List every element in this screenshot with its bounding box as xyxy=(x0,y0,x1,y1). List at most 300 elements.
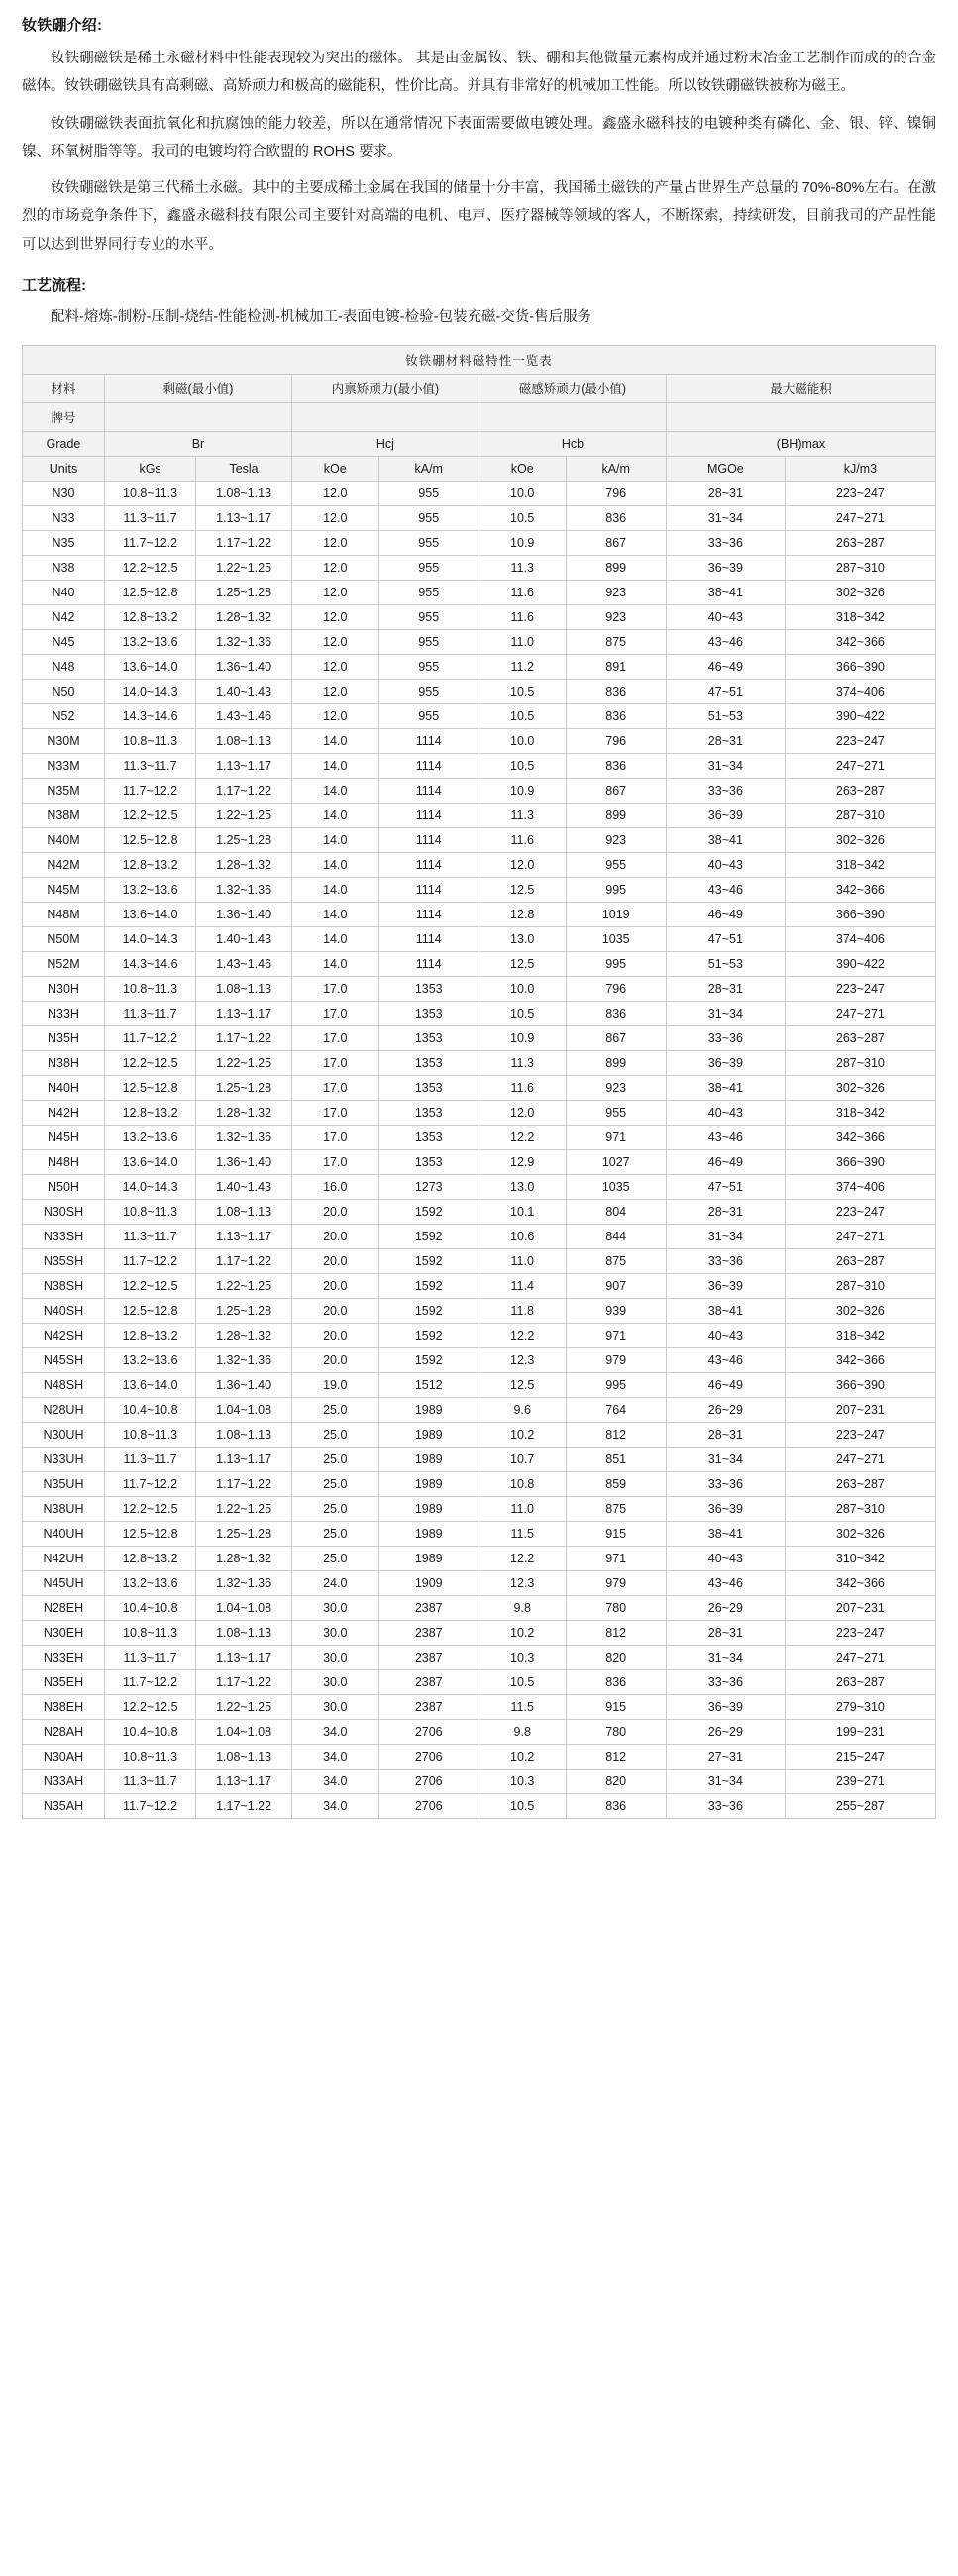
cell-hcj-kam: 1114 xyxy=(378,952,479,977)
cell-hcb-koe: 11.5 xyxy=(479,1522,566,1547)
cell-hcb-koe: 12.0 xyxy=(479,853,566,878)
cell-br-kgs: 11.3~11.7 xyxy=(104,1002,195,1026)
cell-bh-kjm3: 199~231 xyxy=(785,1720,935,1745)
cell-br-tesla: 1.22~1.25 xyxy=(196,1695,292,1720)
cell-bh-kjm3: 239~271 xyxy=(785,1770,935,1794)
cell-hcb-koe: 12.5 xyxy=(479,952,566,977)
cell-hcb-koe: 11.6 xyxy=(479,581,566,605)
cell-hcj-koe: 17.0 xyxy=(291,1051,378,1076)
cell-hcb-koe: 9.6 xyxy=(479,1398,566,1423)
cell-br-kgs: 11.7~12.2 xyxy=(104,531,195,556)
cell-hcj-kam: 2706 xyxy=(378,1720,479,1745)
cell-hcb-koe: 12.3 xyxy=(479,1571,566,1596)
cell-hcb-kam: 780 xyxy=(566,1720,666,1745)
table-row xyxy=(23,1200,936,1225)
cell-br-kgs: 14.0~14.3 xyxy=(104,1175,195,1200)
intro-paragraph-2: 钕铁硼磁铁表面抗氧化和抗腐蚀的能力较差，所以在通常情况下表面需要做电镀处理。鑫盛永磁科技的电镀种类有磷化、金、银、锌、镍铜镍、环氧树脂等等。我司的电镀均符合欧盟的 ROHS 要求。 xyxy=(22,115,936,160)
cell-grade: N35M xyxy=(23,779,105,804)
cell-hcb-koe: 9.8 xyxy=(479,1596,566,1621)
cell-grade: N30SH xyxy=(23,1200,105,1225)
table-caption: 钕铁硼材料磁特性一览表 xyxy=(23,346,936,375)
cell-br-kgs: 11.3~11.7 xyxy=(104,1646,195,1670)
cell-hcb-koe: 11.0 xyxy=(479,1497,566,1522)
cell-br-tesla: 1.43~1.46 xyxy=(196,952,292,977)
cell-br-kgs: 10.8~11.3 xyxy=(104,1200,195,1225)
cell-hcj-koe: 25.0 xyxy=(291,1522,378,1547)
cell-hcb-koe: 12.2 xyxy=(479,1547,566,1571)
header-group-br: 剩磁(最小值) xyxy=(104,375,291,403)
cell-bh-kjm3: 247~271 xyxy=(785,1646,935,1670)
cell-bh-mgoe: 28~31 xyxy=(666,977,785,1002)
cell-bh-mgoe: 31~34 xyxy=(666,1646,785,1670)
cell-bh-kjm3: 207~231 xyxy=(785,1398,935,1423)
table-row xyxy=(23,1026,936,1051)
cell-br-tesla: 1.17~1.22 xyxy=(196,531,292,556)
cell-hcj-kam: 1114 xyxy=(378,804,479,828)
cell-hcj-koe: 17.0 xyxy=(291,1150,378,1175)
cell-hcj-kam: 955 xyxy=(378,655,479,680)
cell-grade: N45SH xyxy=(23,1348,105,1373)
cell-bh-kjm3: 287~310 xyxy=(785,804,935,828)
header-group-hcj: 内禀矫顽力(最小值) xyxy=(291,375,479,403)
cell-br-kgs: 12.2~12.5 xyxy=(104,804,195,828)
cell-bh-kjm3: 302~326 xyxy=(785,1076,935,1101)
cell-br-tesla: 1.08~1.13 xyxy=(196,1423,292,1448)
cell-br-tesla: 1.13~1.17 xyxy=(196,1646,292,1670)
cell-grade: N35AH xyxy=(23,1794,105,1819)
cell-grade: N52M xyxy=(23,952,105,977)
cell-bh-kjm3: 366~390 xyxy=(785,903,935,927)
cell-hcj-koe: 25.0 xyxy=(291,1472,378,1497)
cell-hcj-koe: 14.0 xyxy=(291,903,378,927)
table-row xyxy=(23,1324,936,1348)
unit-koe-hcb: kOe xyxy=(479,457,566,482)
cell-hcj-kam: 1353 xyxy=(378,1101,479,1126)
cell-br-tesla: 1.17~1.22 xyxy=(196,779,292,804)
cell-br-kgs: 14.0~14.3 xyxy=(104,680,195,704)
cell-hcj-koe: 20.0 xyxy=(291,1348,378,1373)
cell-grade: N35H xyxy=(23,1026,105,1051)
cell-grade: N45H xyxy=(23,1126,105,1150)
process-title: 工艺流程: xyxy=(22,276,86,294)
cell-hcb-koe: 12.3 xyxy=(479,1348,566,1373)
cell-br-tesla: 1.04~1.08 xyxy=(196,1596,292,1621)
cell-hcj-kam: 955 xyxy=(378,581,479,605)
cell-hcj-kam: 2706 xyxy=(378,1770,479,1794)
cell-hcb-kam: 836 xyxy=(566,680,666,704)
cell-br-tesla: 1.28~1.32 xyxy=(196,1324,292,1348)
cell-br-kgs: 13.2~13.6 xyxy=(104,630,195,655)
cell-bh-mgoe: 46~49 xyxy=(666,1150,785,1175)
cell-grade: N33EH xyxy=(23,1646,105,1670)
cell-grade: N42SH xyxy=(23,1324,105,1348)
cell-bh-kjm3: 255~287 xyxy=(785,1794,935,1819)
cell-hcb-koe: 12.0 xyxy=(479,1101,566,1126)
cell-hcb-kam: 796 xyxy=(566,729,666,754)
cell-hcb-koe: 10.9 xyxy=(479,531,566,556)
cell-hcj-kam: 1989 xyxy=(378,1423,479,1448)
cell-br-kgs: 11.7~12.2 xyxy=(104,1249,195,1274)
cell-bh-mgoe: 43~46 xyxy=(666,1571,785,1596)
cell-hcj-kam: 1353 xyxy=(378,1002,479,1026)
cell-hcb-kam: 955 xyxy=(566,853,666,878)
table-row xyxy=(23,1794,936,1819)
cell-hcj-koe: 25.0 xyxy=(291,1398,378,1423)
cell-hcb-kam: 867 xyxy=(566,779,666,804)
cell-bh-mgoe: 51~53 xyxy=(666,952,785,977)
cell-hcj-kam: 1592 xyxy=(378,1324,479,1348)
cell-br-tesla: 1.28~1.32 xyxy=(196,1547,292,1571)
cell-hcb-koe: 11.5 xyxy=(479,1695,566,1720)
cell-bh-mgoe: 26~29 xyxy=(666,1596,785,1621)
cell-bh-mgoe: 43~46 xyxy=(666,1348,785,1373)
cell-grade: N48H xyxy=(23,1150,105,1175)
intro-title: 钕铁硼介绍: xyxy=(22,17,103,34)
cell-hcj-kam: 1114 xyxy=(378,853,479,878)
cell-bh-mgoe: 46~49 xyxy=(666,903,785,927)
table-row xyxy=(23,1448,936,1472)
cell-hcj-koe: 14.0 xyxy=(291,952,378,977)
cell-bh-mgoe: 31~34 xyxy=(666,506,785,531)
cell-hcj-kam: 1114 xyxy=(378,878,479,903)
cell-bh-mgoe: 47~51 xyxy=(666,927,785,952)
cell-br-tesla: 1.36~1.40 xyxy=(196,1150,292,1175)
cell-hcj-koe: 25.0 xyxy=(291,1547,378,1571)
cell-hcj-kam: 1909 xyxy=(378,1571,479,1596)
unit-mgoe: MGOe xyxy=(666,457,785,482)
table-row xyxy=(23,977,936,1002)
cell-bh-kjm3: 223~247 xyxy=(785,1423,935,1448)
cell-hcb-kam: 836 xyxy=(566,1002,666,1026)
cell-grade: N38H xyxy=(23,1051,105,1076)
cell-bh-kjm3: 207~231 xyxy=(785,1596,935,1621)
cell-bh-mgoe: 47~51 xyxy=(666,1175,785,1200)
cell-hcb-koe: 13.0 xyxy=(479,1175,566,1200)
cell-br-kgs: 12.2~12.5 xyxy=(104,1051,195,1076)
cell-grade: N35EH xyxy=(23,1670,105,1695)
cell-hcj-kam: 1512 xyxy=(378,1373,479,1398)
unit-kjm3: kJ/m3 xyxy=(785,457,935,482)
cell-br-kgs: 13.2~13.6 xyxy=(104,1571,195,1596)
cell-bh-mgoe: 33~36 xyxy=(666,531,785,556)
cell-hcj-koe: 14.0 xyxy=(291,779,378,804)
table-row xyxy=(23,1522,936,1547)
cell-hcb-kam: 923 xyxy=(566,828,666,853)
cell-hcb-koe: 11.6 xyxy=(479,1076,566,1101)
cell-hcj-koe: 14.0 xyxy=(291,754,378,779)
header-group-hcj-blank xyxy=(291,403,479,432)
cell-br-tesla: 1.25~1.28 xyxy=(196,1076,292,1101)
cell-hcj-kam: 1353 xyxy=(378,1051,479,1076)
cell-grade: N42M xyxy=(23,853,105,878)
table-row xyxy=(23,729,936,754)
cell-hcj-kam: 1114 xyxy=(378,729,479,754)
cell-bh-kjm3: 287~310 xyxy=(785,1497,935,1522)
cell-hcj-koe: 17.0 xyxy=(291,1076,378,1101)
cell-grade: N50M xyxy=(23,927,105,952)
cell-hcj-kam: 1353 xyxy=(378,977,479,1002)
cell-bh-mgoe: 36~39 xyxy=(666,1274,785,1299)
cell-bh-kjm3: 390~422 xyxy=(785,704,935,729)
cell-hcj-kam: 1273 xyxy=(378,1175,479,1200)
table-row xyxy=(23,1274,936,1299)
cell-hcj-kam: 1989 xyxy=(378,1497,479,1522)
cell-hcj-koe: 24.0 xyxy=(291,1571,378,1596)
table-row xyxy=(23,1646,936,1670)
cell-bh-mgoe: 26~29 xyxy=(666,1398,785,1423)
table-row xyxy=(23,680,936,704)
cell-hcj-koe: 25.0 xyxy=(291,1448,378,1472)
cell-br-kgs: 12.2~12.5 xyxy=(104,1695,195,1720)
cell-bh-mgoe: 47~51 xyxy=(666,680,785,704)
cell-grade: N33H xyxy=(23,1002,105,1026)
table-row xyxy=(23,1497,936,1522)
cell-hcj-koe: 17.0 xyxy=(291,1026,378,1051)
table-units-row xyxy=(23,457,936,482)
cell-grade: N33M xyxy=(23,754,105,779)
cell-bh-kjm3: 223~247 xyxy=(785,977,935,1002)
cell-grade: N28EH xyxy=(23,1596,105,1621)
header-units: Units xyxy=(23,457,105,482)
cell-hcb-kam: 875 xyxy=(566,630,666,655)
cell-hcj-kam: 955 xyxy=(378,482,479,506)
cell-bh-mgoe: 43~46 xyxy=(666,1126,785,1150)
cell-hcb-koe: 12.2 xyxy=(479,1324,566,1348)
cell-bh-kjm3: 263~287 xyxy=(785,1026,935,1051)
cell-hcj-kam: 1114 xyxy=(378,828,479,853)
table-row xyxy=(23,1547,936,1571)
cell-br-kgs: 10.8~11.3 xyxy=(104,977,195,1002)
cell-bh-mgoe: 31~34 xyxy=(666,1448,785,1472)
cell-bh-mgoe: 40~43 xyxy=(666,1101,785,1126)
cell-bh-kjm3: 247~271 xyxy=(785,506,935,531)
cell-br-tesla: 1.43~1.46 xyxy=(196,704,292,729)
cell-hcb-kam: 995 xyxy=(566,1373,666,1398)
cell-br-tesla: 1.04~1.08 xyxy=(196,1720,292,1745)
header-group-bh: 最大磁能积 xyxy=(666,375,935,403)
cell-grade: N38SH xyxy=(23,1274,105,1299)
cell-br-kgs: 11.7~12.2 xyxy=(104,1472,195,1497)
cell-hcj-koe: 12.0 xyxy=(291,482,378,506)
cell-hcj-kam: 2387 xyxy=(378,1621,479,1646)
cell-grade: N42UH xyxy=(23,1547,105,1571)
cell-grade: N38 xyxy=(23,556,105,581)
cell-bh-kjm3: 263~287 xyxy=(785,1249,935,1274)
unit-koe-hcj: kOe xyxy=(291,457,378,482)
cell-hcj-koe: 12.0 xyxy=(291,531,378,556)
cell-bh-kjm3: 310~342 xyxy=(785,1547,935,1571)
cell-hcb-kam: 875 xyxy=(566,1249,666,1274)
cell-br-kgs: 12.5~12.8 xyxy=(104,828,195,853)
cell-grade: N48M xyxy=(23,903,105,927)
cell-bh-kjm3: 223~247 xyxy=(785,482,935,506)
cell-hcj-koe: 34.0 xyxy=(291,1720,378,1745)
cell-br-tesla: 1.17~1.22 xyxy=(196,1026,292,1051)
cell-hcb-koe: 10.9 xyxy=(479,779,566,804)
cell-hcb-koe: 10.0 xyxy=(479,729,566,754)
cell-hcb-kam: 1035 xyxy=(566,1175,666,1200)
cell-br-kgs: 11.3~11.7 xyxy=(104,1770,195,1794)
cell-br-tesla: 1.40~1.43 xyxy=(196,1175,292,1200)
table-row xyxy=(23,1249,936,1274)
cell-hcb-kam: 1027 xyxy=(566,1150,666,1175)
cell-hcj-kam: 1592 xyxy=(378,1225,479,1249)
cell-grade: N45UH xyxy=(23,1571,105,1596)
cell-br-kgs: 14.3~14.6 xyxy=(104,704,195,729)
cell-bh-mgoe: 31~34 xyxy=(666,754,785,779)
cell-bh-kjm3: 374~406 xyxy=(785,927,935,952)
cell-br-tesla: 1.28~1.32 xyxy=(196,853,292,878)
cell-hcb-koe: 11.0 xyxy=(479,630,566,655)
table-row xyxy=(23,1621,936,1646)
cell-hcj-koe: 20.0 xyxy=(291,1324,378,1348)
header-material-label: 材料 xyxy=(23,375,105,403)
table-row xyxy=(23,655,936,680)
cell-br-kgs: 11.3~11.7 xyxy=(104,1225,195,1249)
cell-br-kgs: 13.6~14.0 xyxy=(104,655,195,680)
cell-bh-mgoe: 28~31 xyxy=(666,1621,785,1646)
cell-hcj-kam: 1114 xyxy=(378,903,479,927)
cell-br-tesla: 1.40~1.43 xyxy=(196,680,292,704)
cell-grade: N38M xyxy=(23,804,105,828)
table-row xyxy=(23,952,936,977)
cell-hcj-kam: 1989 xyxy=(378,1522,479,1547)
cell-hcj-kam: 1989 xyxy=(378,1398,479,1423)
cell-br-kgs: 11.7~12.2 xyxy=(104,1670,195,1695)
cell-grade: N45 xyxy=(23,630,105,655)
cell-br-tesla: 1.28~1.32 xyxy=(196,605,292,630)
table-row xyxy=(23,556,936,581)
cell-br-kgs: 10.4~10.8 xyxy=(104,1720,195,1745)
cell-grade: N38UH xyxy=(23,1497,105,1522)
cell-hcb-koe: 9.8 xyxy=(479,1720,566,1745)
cell-bh-kjm3: 215~247 xyxy=(785,1745,935,1770)
table-body xyxy=(23,482,936,1819)
cell-br-tesla: 1.22~1.25 xyxy=(196,1051,292,1076)
cell-br-kgs: 11.3~11.7 xyxy=(104,506,195,531)
table-row xyxy=(23,1398,936,1423)
cell-hcb-koe: 11.6 xyxy=(479,605,566,630)
cell-br-tesla: 1.22~1.25 xyxy=(196,1497,292,1522)
cell-hcb-kam: 995 xyxy=(566,952,666,977)
cell-br-tesla: 1.08~1.13 xyxy=(196,1745,292,1770)
cell-br-kgs: 12.5~12.8 xyxy=(104,1076,195,1101)
cell-hcj-kam: 1353 xyxy=(378,1026,479,1051)
cell-hcb-koe: 10.5 xyxy=(479,506,566,531)
table-header-group-row-1 xyxy=(23,375,936,403)
cell-hcj-koe: 30.0 xyxy=(291,1596,378,1621)
cell-br-kgs: 12.5~12.8 xyxy=(104,1299,195,1324)
cell-br-kgs: 12.8~13.2 xyxy=(104,1547,195,1571)
cell-hcj-koe: 17.0 xyxy=(291,1101,378,1126)
cell-grade: N48SH xyxy=(23,1373,105,1398)
cell-br-tesla: 1.17~1.22 xyxy=(196,1794,292,1819)
cell-bh-mgoe: 40~43 xyxy=(666,1324,785,1348)
cell-hcb-koe: 11.0 xyxy=(479,1249,566,1274)
cell-hcb-koe: 11.2 xyxy=(479,655,566,680)
intro-paragraph-1: 钕铁硼磁铁是稀土永磁材料中性能表现较为突出的磁体。 其是由金属钕、铁、硼和其他微量元素构成并通过粉末冶金工艺制作而成的的合金磁体。钕铁硼磁铁具有高剩磁、高矫顽力和极高的磁能积，性价比高。并具有非常好的机械加工性能。所以钕铁硼磁铁被称为磁王。 xyxy=(22,51,936,95)
table-row xyxy=(23,1348,936,1373)
cell-grade: N40SH xyxy=(23,1299,105,1324)
cell-br-kgs: 12.2~12.5 xyxy=(104,1274,195,1299)
table-row xyxy=(23,1423,936,1448)
table-row xyxy=(23,1076,936,1101)
cell-bh-mgoe: 43~46 xyxy=(666,878,785,903)
cell-br-kgs: 12.8~13.2 xyxy=(104,605,195,630)
cell-br-tesla: 1.36~1.40 xyxy=(196,903,292,927)
cell-hcb-kam: 899 xyxy=(566,804,666,828)
cell-hcb-koe: 10.5 xyxy=(479,1670,566,1695)
cell-hcb-kam: 979 xyxy=(566,1348,666,1373)
cell-br-tesla: 1.22~1.25 xyxy=(196,804,292,828)
cell-grade: N35UH xyxy=(23,1472,105,1497)
table-row xyxy=(23,804,936,828)
cell-br-kgs: 10.8~11.3 xyxy=(104,1621,195,1646)
cell-br-kgs: 13.2~13.6 xyxy=(104,1126,195,1150)
cell-br-kgs: 12.8~13.2 xyxy=(104,1101,195,1126)
cell-bh-mgoe: 38~41 xyxy=(666,1076,785,1101)
cell-br-kgs: 13.2~13.6 xyxy=(104,1348,195,1373)
cell-bh-kjm3: 342~366 xyxy=(785,1571,935,1596)
cell-br-kgs: 13.6~14.0 xyxy=(104,903,195,927)
cell-hcb-kam: 995 xyxy=(566,878,666,903)
cell-bh-kjm3: 366~390 xyxy=(785,1150,935,1175)
cell-hcj-kam: 2387 xyxy=(378,1596,479,1621)
table-row xyxy=(23,1472,936,1497)
cell-bh-mgoe: 46~49 xyxy=(666,655,785,680)
cell-hcb-kam: 867 xyxy=(566,531,666,556)
cell-grade: N48 xyxy=(23,655,105,680)
table-row xyxy=(23,1101,936,1126)
cell-hcb-koe: 12.8 xyxy=(479,903,566,927)
cell-hcb-kam: 939 xyxy=(566,1299,666,1324)
cell-hcb-kam: 971 xyxy=(566,1126,666,1150)
cell-grade: N50H xyxy=(23,1175,105,1200)
table-row xyxy=(23,581,936,605)
cell-br-tesla: 1.28~1.32 xyxy=(196,1101,292,1126)
cell-hcj-koe: 20.0 xyxy=(291,1200,378,1225)
cell-br-kgs: 13.6~14.0 xyxy=(104,1373,195,1398)
cell-bh-mgoe: 28~31 xyxy=(666,482,785,506)
table-row xyxy=(23,1373,936,1398)
cell-hcb-koe: 12.2 xyxy=(479,1126,566,1150)
header-hcj-symbol: Hcj xyxy=(291,432,479,457)
cell-br-tesla: 1.40~1.43 xyxy=(196,927,292,952)
cell-bh-mgoe: 28~31 xyxy=(666,1200,785,1225)
cell-bh-kjm3: 302~326 xyxy=(785,1522,935,1547)
cell-hcj-kam: 1592 xyxy=(378,1274,479,1299)
cell-bh-mgoe: 36~39 xyxy=(666,804,785,828)
table-row xyxy=(23,704,936,729)
cell-grade: N40H xyxy=(23,1076,105,1101)
cell-bh-mgoe: 40~43 xyxy=(666,853,785,878)
cell-bh-kjm3: 302~326 xyxy=(785,581,935,605)
cell-hcj-koe: 34.0 xyxy=(291,1745,378,1770)
cell-bh-mgoe: 31~34 xyxy=(666,1002,785,1026)
intro-paragraph-3: 钕铁硼磁铁是第三代稀土永磁。其中的主要成稀土金属在我国的储量十分丰富，我国稀土磁铁的产量占世界生产总量的 70%-80%左右。在激烈的市场竞争条件下，鑫盛永磁科技有限公司主要针对高端的电机、电声、医疗器械等领域的客人，不断探索，持续研发，目前我司的产品性能可以达到世界同行专业的水平。 xyxy=(22,180,936,253)
cell-hcb-kam: 796 xyxy=(566,482,666,506)
process-flow-text: 配料-熔炼-制粉-压制-烧结-性能检测-机械加工-表面电镀-检验-包装充磁-交货-售后服务 xyxy=(51,308,592,325)
cell-hcj-kam: 2387 xyxy=(378,1695,479,1720)
cell-hcb-kam: 923 xyxy=(566,605,666,630)
cell-hcj-koe: 20.0 xyxy=(291,1299,378,1324)
cell-hcb-koe: 12.5 xyxy=(479,1373,566,1398)
cell-hcb-kam: 875 xyxy=(566,1497,666,1522)
cell-hcj-kam: 1592 xyxy=(378,1200,479,1225)
cell-bh-kjm3: 302~326 xyxy=(785,1299,935,1324)
cell-br-tesla: 1.22~1.25 xyxy=(196,556,292,581)
cell-bh-kjm3: 263~287 xyxy=(785,1472,935,1497)
